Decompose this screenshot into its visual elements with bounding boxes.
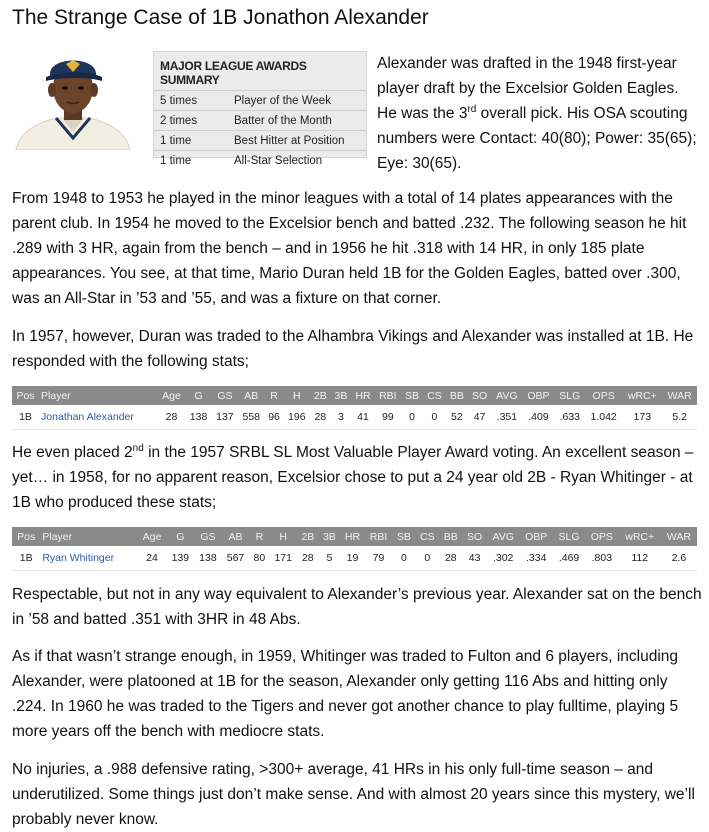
- paragraph-minor-leagues: From 1948 to 1953 he played in the minor leagues with a total of 14 plates appearances with the parent club. In 1954 he moved to the Excelsior bench and batted .232. The following season he hit .289 with 3 HR, again from the bench – and in 1956 he hit .318 with 14 HR, in only 185 plate appearances. You see, at that time, Mario Duran held 1B for the Golden Eagles, batted over .300, was an All-Star in ’53 and ’55, and was a fixture on that corner.: [12, 190, 687, 307]
- awards-summary-box: [153, 51, 367, 167]
- award-count: 5 times: [160, 94, 198, 107]
- stat-cell-avg: .302: [487, 546, 520, 571]
- stat-cell-hr: 19: [340, 546, 365, 571]
- stat-header-sb: SB: [392, 527, 415, 546]
- stat-header-cs: CS: [415, 527, 439, 546]
- paragraph-respectable: Respectable, but not in any way equivalent to Alexander’s previous year. Alexander sat on the bench in ’58 and batted .351 with 3HR in 48 Abs.: [12, 586, 702, 628]
- stats-header-row: [12, 527, 697, 546]
- award-name: Batter of the Month: [234, 114, 332, 127]
- stat-header-so: SO: [462, 527, 487, 546]
- stat-cell-pos: 1B: [12, 546, 40, 571]
- stat-cell-slg: .633: [554, 405, 585, 430]
- stat-header-wrc-: wRC+: [619, 527, 661, 546]
- stat-header-3b: 3B: [319, 527, 341, 546]
- paragraph-platoon: As if that wasn’t strange enough, in 1959, Whitinger was traded to Fulton and 6 players, including Alexander, were platooned at 1B for the season, Alexander only getting 116 Abs and hitting only .224. In 1960 he was traded to the Tigers and never got another chance to play fulltime, playing 5 more years off the bench with mediocre stats.: [12, 648, 679, 740]
- stat-header-so: SO: [468, 386, 491, 405]
- intro-paragraph: Alexander was drafted in the 1948 first-year player draft by the Excelsior Golden Eagles. He was the 3rd overall pick. His OSA scouting numbers were Contact: 40(80); Power: 35(65); Eye: 30(65).: [377, 55, 697, 172]
- stat-cell-wrc-: 173: [622, 405, 662, 430]
- stat-header-cs: CS: [423, 386, 446, 405]
- award-count: 1 time: [160, 134, 192, 147]
- stat-cell-obp: .334: [519, 546, 553, 571]
- stat-cell-sb: 0: [401, 405, 423, 430]
- stat-header-wrc-: wRC+: [622, 386, 662, 405]
- award-name: All-Star Selection: [234, 154, 323, 167]
- stat-header-gs: GS: [212, 386, 238, 405]
- stat-cell-pos: 1B: [12, 405, 39, 430]
- stat-header-avg: AVG: [487, 527, 520, 546]
- stat-header-hr: HR: [351, 386, 374, 405]
- stat-header-war: WAR: [661, 527, 697, 546]
- stat-header-bb: BB: [439, 527, 462, 546]
- stat-cell-bb: 52: [446, 405, 468, 430]
- award-name: Best Hitter at Position: [234, 134, 345, 147]
- stat-cell-age: 28: [158, 405, 186, 430]
- stat-header-gs: GS: [194, 527, 222, 546]
- stat-cell-rbi: 99: [375, 405, 401, 430]
- stat-header-obp: OBP: [519, 527, 553, 546]
- stats-row: [12, 405, 697, 430]
- player-name-link[interactable]: Ryan Whitinger: [40, 546, 137, 571]
- stat-cell-so: 43: [462, 546, 487, 571]
- stat-header-obp: OBP: [522, 386, 554, 405]
- stat-cell-h: 196: [284, 405, 310, 430]
- stats-header-row: [12, 386, 697, 405]
- award-row: [154, 110, 366, 130]
- stat-cell-avg: .351: [491, 405, 522, 430]
- stat-cell-g: 139: [167, 546, 195, 571]
- stat-header-3b: 3B: [331, 386, 352, 405]
- stat-header-2b: 2B: [310, 386, 331, 405]
- stat-header-ops: OPS: [585, 386, 622, 405]
- stat-header-rbi: RBI: [365, 527, 393, 546]
- stat-header-age: Age: [158, 386, 186, 405]
- award-row: [154, 130, 366, 150]
- stat-cell-cs: 0: [415, 546, 439, 571]
- stat-cell-gs: 138: [194, 546, 222, 571]
- stat-cell-so: 47: [468, 405, 491, 430]
- awards-heading: MAJOR LEAGUE AWARDS SUMMARY: [160, 59, 307, 87]
- stat-cell-obp: .409: [522, 405, 554, 430]
- stat-header-age: Age: [137, 527, 166, 546]
- stat-cell-3b: 3: [331, 405, 352, 430]
- stat-cell-h: 171: [269, 546, 297, 571]
- stat-header-rbi: RBI: [375, 386, 401, 405]
- stat-header-player: Player: [39, 386, 158, 405]
- stat-header-r: R: [264, 386, 283, 405]
- stat-header-player: Player: [40, 527, 137, 546]
- stat-cell-war: 5.2: [662, 405, 697, 430]
- article-title: The Strange Case of 1B Jonathon Alexander: [12, 6, 429, 29]
- award-count: 2 times: [160, 114, 198, 127]
- paragraph-conclusion: No injuries, a .988 defensive rating, >300+ average, 41 HRs in his only full-time season – and underutilized. Some things just don’t make sense. And with almost 20 years since this mystery, we’ll probably never know.: [12, 761, 695, 828]
- paragraph-mvp-voting: He even placed 2nd in the 1957 SRBL SL Most Valuable Player Award voting. An excellent season – yet… in 1958, for no apparent reason, Excelsior chose to put a 24 year old 2B - Ryan Whitinger - at 1B who produced these stats;: [12, 443, 694, 511]
- stat-cell-sb: 0: [392, 546, 415, 571]
- stat-cell-gs: 137: [212, 405, 238, 430]
- stat-cell-cs: 0: [423, 405, 446, 430]
- stats-table-whitinger: [12, 527, 697, 571]
- stat-cell-slg: .469: [553, 546, 585, 571]
- stat-header-ab: AB: [222, 527, 250, 546]
- stat-header-bb: BB: [446, 386, 468, 405]
- stats-row: [12, 546, 697, 571]
- stat-header-h: H: [284, 386, 310, 405]
- player-avatar: [12, 46, 134, 150]
- stat-header-pos: Pos: [12, 386, 39, 405]
- paragraph-1957-trade: In 1957, however, Duran was traded to the Alhambra Vikings and Alexander was installed at 1B. He responded with the following stats;: [12, 328, 694, 370]
- stat-header-h: H: [269, 527, 297, 546]
- stat-header-slg: SLG: [553, 527, 585, 546]
- stat-cell-ab: 558: [238, 405, 264, 430]
- stat-cell-r: 80: [249, 546, 269, 571]
- stats-table-alexander: [12, 386, 697, 430]
- stat-header-ab: AB: [238, 386, 264, 405]
- stat-cell-2b: 28: [310, 405, 331, 430]
- stat-header-slg: SLG: [554, 386, 585, 405]
- stat-cell-bb: 28: [439, 546, 462, 571]
- award-row: [154, 150, 366, 170]
- stat-header-sb: SB: [401, 386, 423, 405]
- stat-cell-wrc-: 112: [619, 546, 661, 571]
- stat-cell-rbi: 79: [365, 546, 393, 571]
- award-count: 1 time: [160, 154, 192, 167]
- stat-header-ops: OPS: [585, 527, 619, 546]
- player-name-link[interactable]: Jonathan Alexander: [39, 405, 158, 430]
- stat-cell-2b: 28: [297, 546, 319, 571]
- stat-header-g: G: [167, 527, 195, 546]
- stat-cell-3b: 5: [319, 546, 341, 571]
- stat-cell-age: 24: [137, 546, 166, 571]
- stat-header-pos: Pos: [12, 527, 40, 546]
- stat-cell-hr: 41: [351, 405, 374, 430]
- stat-header-2b: 2B: [297, 527, 319, 546]
- stat-header-hr: HR: [340, 527, 365, 546]
- stat-cell-ops: 1.042: [585, 405, 622, 430]
- stat-header-war: WAR: [662, 386, 697, 405]
- stat-header-g: G: [185, 386, 211, 405]
- stat-cell-war: 2.6: [661, 546, 697, 571]
- award-row: [154, 90, 366, 110]
- stat-cell-ops: .803: [585, 546, 619, 571]
- stat-cell-ab: 567: [222, 546, 250, 571]
- award-name: Player of the Week: [234, 94, 331, 107]
- stat-cell-g: 138: [185, 405, 211, 430]
- stat-cell-r: 96: [264, 405, 283, 430]
- stat-header-avg: AVG: [491, 386, 522, 405]
- stat-header-r: R: [249, 527, 269, 546]
